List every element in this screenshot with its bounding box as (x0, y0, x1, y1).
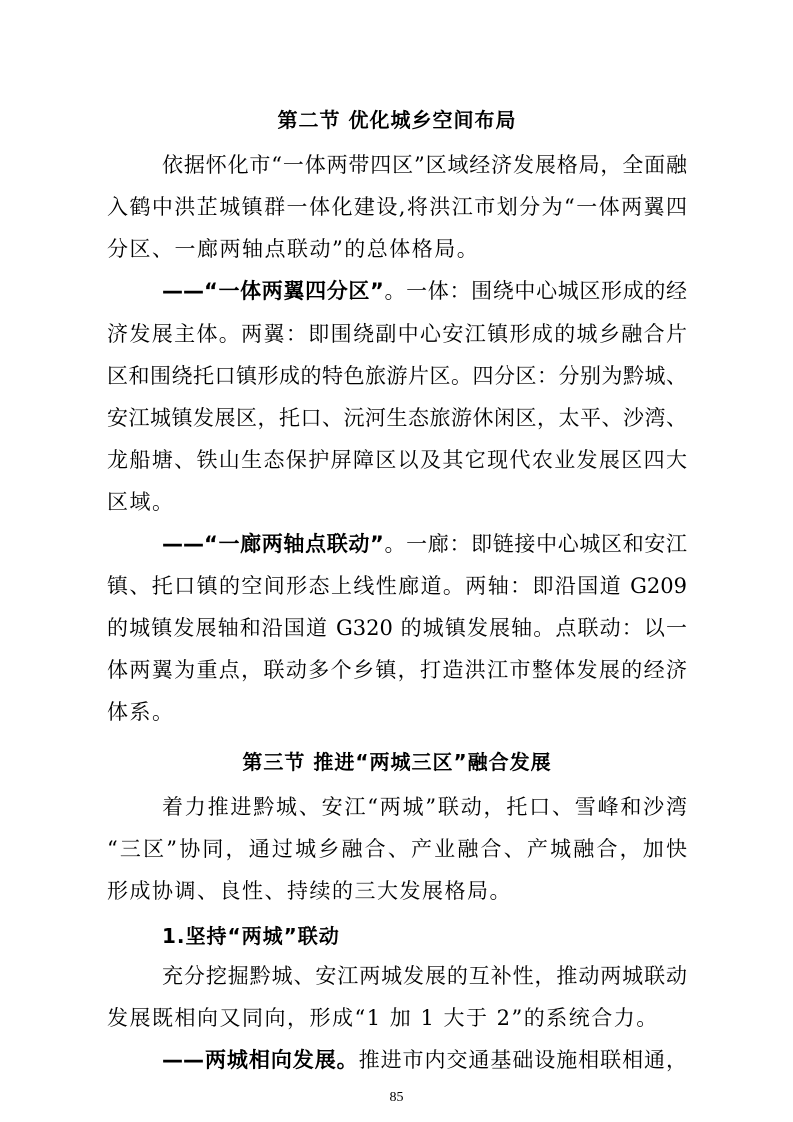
text-span: 。一体：围绕中心城区形成的经 (383, 279, 688, 303)
text-line: 形成协调、良性、持续的三大发展格局。 (107, 879, 512, 903)
bold-lead: ——“一廊两轴点联动” (162, 532, 384, 556)
text-span: 推进市内交通基础设施相联相通， (358, 1048, 688, 1072)
section-heading-3: 第三节 推进“两城三区”融合发展 (242, 750, 552, 774)
text-line: 发展既相向又同向，形成“1 加 1 大于 2”的系统合力。 (107, 1006, 659, 1030)
text-line: 的城镇发展轴和沿国道 G320 的城镇发展轴。点联动：以一 (107, 616, 687, 640)
bold-lead: ——两城相向发展。 (162, 1048, 359, 1072)
text-line: 依据怀化市“一体两带四区”区域经济发展格局，全面融 (162, 153, 687, 177)
section-heading-2: 第二节 优化城乡空间布局 (277, 108, 517, 132)
text-line: “三区”协同，通过城乡融合、产业融合、产城融合，加快 (107, 837, 687, 861)
text-line: 龙船塘、铁山生态保护屏障区以及其它现代农业发展区四大 (107, 448, 687, 472)
text-line: 分区、一廊两轴点联动”的总体格局。 (107, 237, 480, 261)
text-line: 体两翼为重点，联动多个乡镇，打造洪江市整体发展的经济 (107, 658, 687, 682)
text-line (162, 277, 687, 305)
text-line: 济发展主体。两翼：即围绕副中心安江镇形成的城乡融合片 (107, 322, 687, 346)
text-line: 区域。 (107, 490, 175, 514)
text-line: 区和围绕托口镇形成的特色旅游片区。四分区：分别为黔城、 (107, 364, 687, 388)
text-line: 入鹤中洪芷城镇群一体化建设,将洪江市划分为“一体两翼四 (107, 195, 687, 219)
subheading: 1.坚持“两城”联动 (162, 924, 340, 948)
text-line (162, 530, 687, 558)
text-line: 充分挖掘黔城、安江两城发展的互补性，推动两城联动 (162, 964, 687, 988)
text-line: 安江城镇发展区，托口、沅河生态旅游休闲区，太平、沙湾、 (107, 406, 687, 430)
bold-lead: ——“一体两翼四分区” (162, 279, 384, 303)
text-line: 镇、托口镇的空间形态上线性廊道。两轴：即沿国道 G209 (107, 574, 687, 598)
text-line: 体系。 (107, 700, 175, 724)
text-line: 着力推进黔城、安江“两城”联动，托口、雪峰和沙湾 (162, 795, 687, 819)
text-line (162, 1046, 687, 1074)
text-span: 。一廊：即链接中心城区和安江 (383, 532, 688, 556)
page-number: 85 (389, 1090, 404, 1105)
